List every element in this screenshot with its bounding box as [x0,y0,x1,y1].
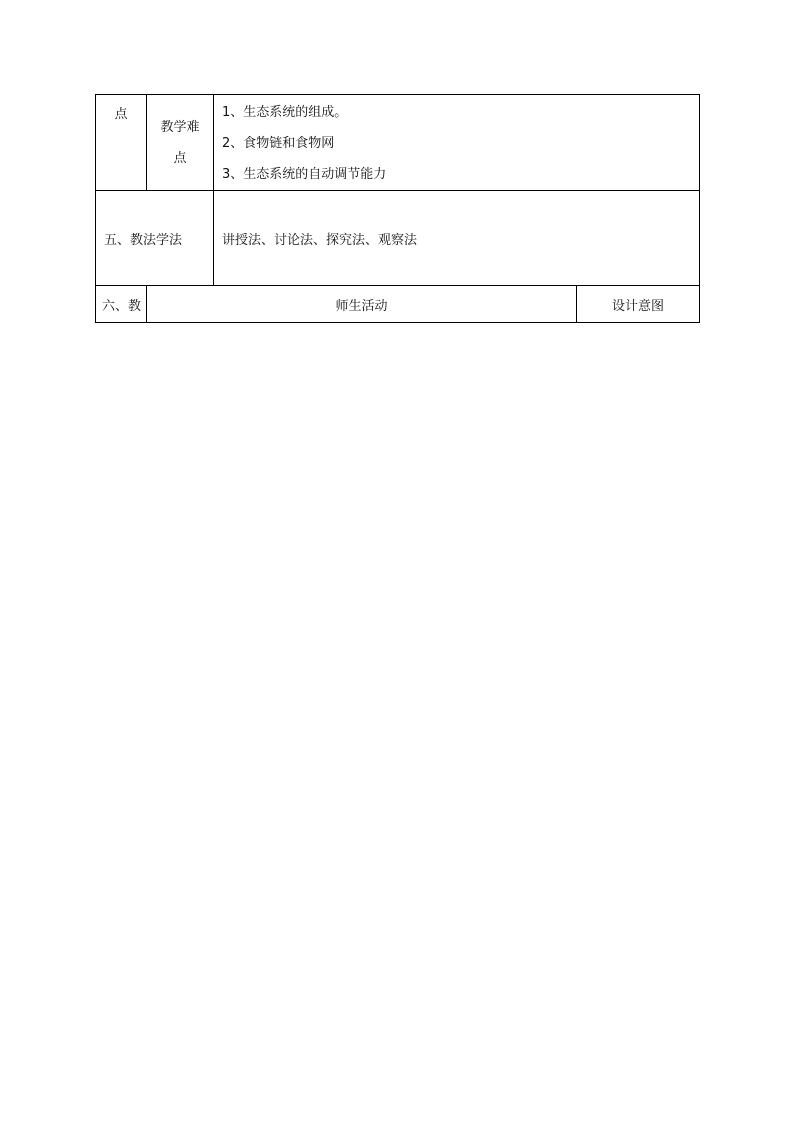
teaching-difficulty-content-cell [214,95,700,191]
teaching-difficulty-row [96,95,700,191]
list-item: 2、食物链和食物网 [222,136,335,151]
teaching-process-header-row [96,286,700,323]
teaching-process-label: 六、教 [96,286,147,323]
list-item: 1、生态系统的组成。 [222,105,348,120]
lesson-plan-table [95,94,700,323]
activity-column-header: 师生活动 [147,286,577,323]
list-item: 3、生态系统的自动调节能力 [222,167,387,182]
teaching-methods-row [96,191,700,286]
key-points-section-cell [96,95,147,191]
teaching-difficulty-label-line1: 教学难 [160,119,200,135]
key-points-section-label: 点 [114,107,128,122]
teaching-difficulty-label-line2: 点 [173,150,187,166]
teaching-methods-label: 五、教法学法 [96,191,214,286]
teaching-methods-content: 讲授法、讨论法、探究法、观察法 [214,191,700,286]
teaching-difficulty-list [222,95,699,190]
design-intent-column-header: 设计意图 [577,286,700,323]
teaching-difficulty-label-cell [147,95,214,191]
